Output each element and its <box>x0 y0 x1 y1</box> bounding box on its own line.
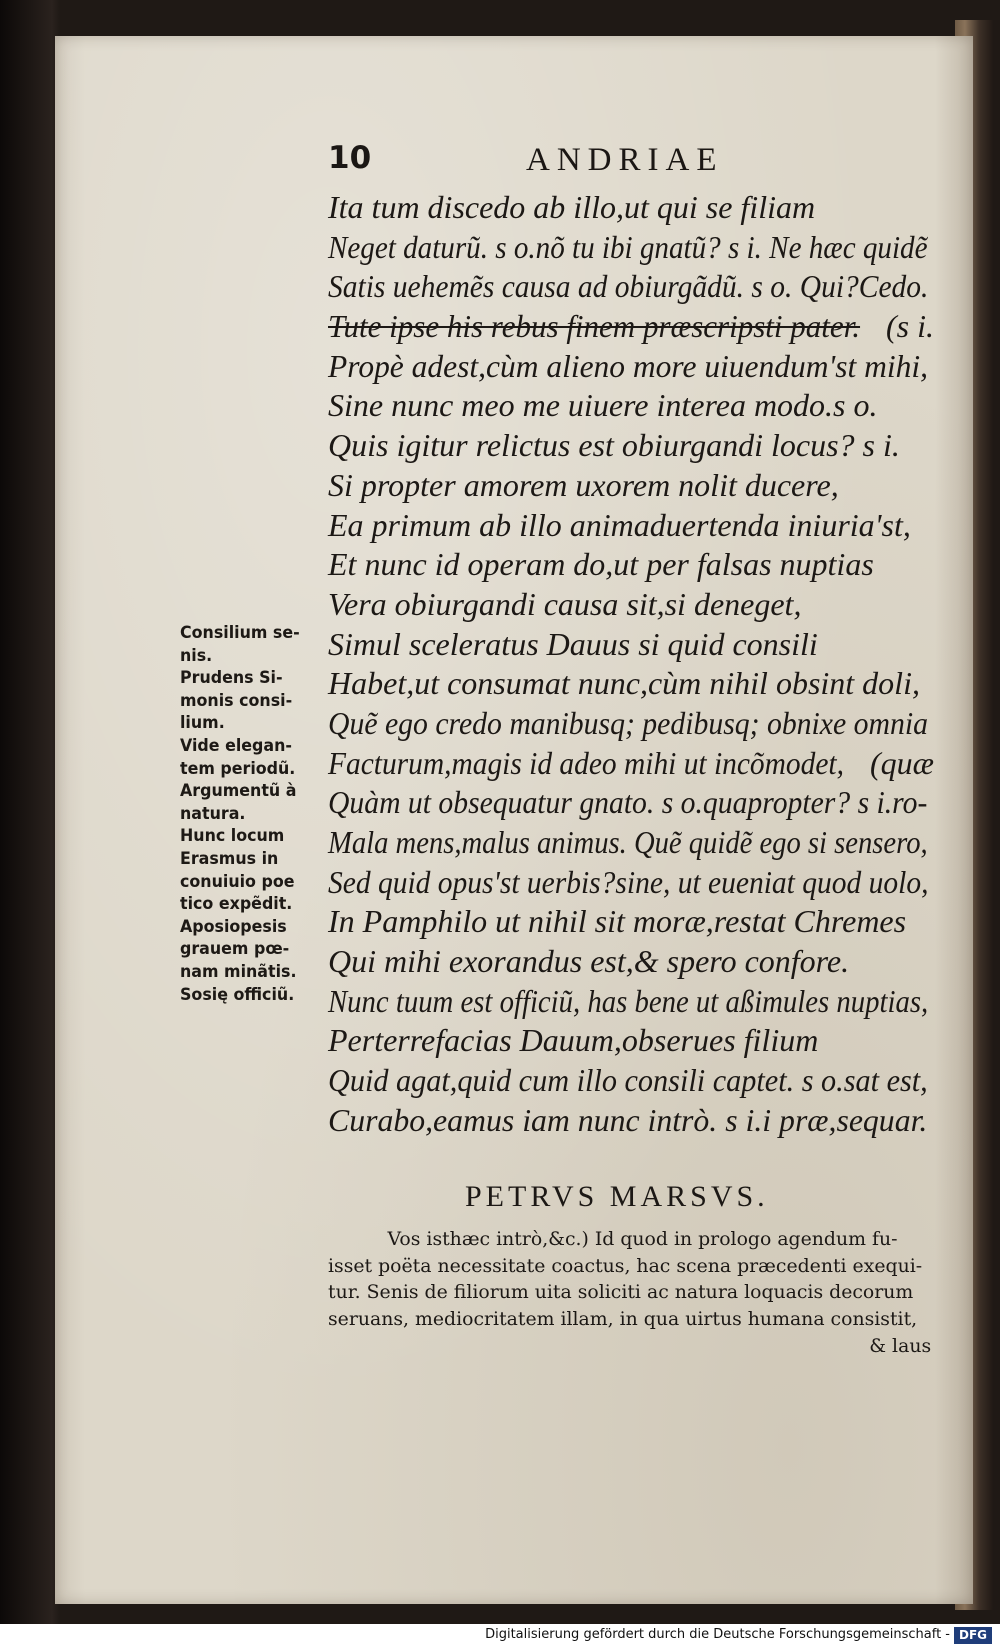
verse-text: Perterrefacias Dauum,obserues filium <box>328 1022 819 1059</box>
verse-text: Qui mihi exorandus est,& spero confore. <box>328 943 850 980</box>
commentary-line: seruans, mediocritatem illam, in qua uirtus humana consistit, <box>328 1308 918 1331</box>
footer-credit: Digitalisierung gefördert durch die Deutsche Forschungsgemeinschaft - <box>485 1627 950 1642</box>
verse-line <box>328 347 948 387</box>
verse-text: Ea primum ab illo animaduertenda iniuria'st, <box>328 506 911 543</box>
verse-line <box>328 188 948 228</box>
verse-line <box>328 942 948 982</box>
page-header <box>328 140 748 184</box>
commentary-block <box>328 1226 948 1360</box>
margin-note: monis consi- <box>180 690 293 711</box>
verse-block <box>328 188 948 1141</box>
margin-note: Erasmus in <box>180 848 279 869</box>
verse-text: Ita tum discedo ab illo,ut qui se filiam <box>328 189 816 225</box>
verse-text: Facturum,magis id adeo mihi ut incõmodet, <box>328 744 844 781</box>
margin-note: tico expẽdit. <box>180 894 293 915</box>
verse-text: Quid agat,quid cum illo consili captet. s o.sat est, <box>328 1062 928 1099</box>
verse-line <box>328 545 948 585</box>
digitization-footer <box>0 1624 1000 1648</box>
verse-line <box>328 783 948 823</box>
verse-line <box>328 1101 948 1141</box>
verse-text: Et nunc id operam do,ut per falsas nuptias <box>328 546 874 583</box>
commentary-line: tur. Senis de filiorum uita soliciti ac natura loquacis decorum <box>328 1281 914 1304</box>
margin-note: nam minãtis. <box>180 961 297 982</box>
margin-note: lium. <box>180 713 225 734</box>
verse-line <box>328 744 948 784</box>
verse-line <box>328 426 948 466</box>
margin-note: Sosię officiũ. <box>180 984 295 1005</box>
verse-text: Mala mens,malus animus. Quẽ quidẽ ego si sensero, <box>328 824 928 860</box>
verse-text: Quis igitur relictus est obiurgandi locus? s i. <box>328 427 900 464</box>
verse-line <box>328 863 948 903</box>
commentary-line: isset poëta necessitate coactus, hac scena præcedenti exequi- <box>328 1254 923 1277</box>
verse-line <box>328 386 948 426</box>
verse-text: Si propter amorem uxorem nolit ducere, <box>328 466 839 503</box>
margin-notes <box>180 622 330 1006</box>
page-number: 10 <box>328 140 372 176</box>
verse-line <box>328 625 948 665</box>
verse-continuation: (quæ <box>870 744 934 781</box>
verse-line <box>328 704 948 744</box>
margin-note: natura. <box>180 803 246 824</box>
verse-text: Curabo,eamus iam nunc intrò. s i.i præ,sequar. <box>328 1101 928 1138</box>
verse-line <box>328 664 948 704</box>
margin-note: Prudens Si- <box>180 668 283 689</box>
margin-note: grauem pœ- <box>180 939 290 960</box>
verse-line <box>328 228 948 268</box>
verse-continuation: (s i. <box>886 308 934 345</box>
verse-text: Nunc tuum est officiũ, has bene ut aßimules nuptias, <box>328 982 929 1019</box>
verse-line <box>328 466 948 506</box>
commentary-line: Vos isthæc intrò,&c.) Id quod in prologo agendum fu- <box>387 1228 898 1250</box>
verse-line <box>328 585 948 625</box>
verse-text: Habet,ut consumat nunc,cùm nihil obsint doli, <box>328 665 920 702</box>
margin-note: Consilium se- <box>180 623 300 643</box>
verse-text: In Pamphilo ut nihil sit moræ,restat Chremes <box>328 903 907 940</box>
verse-text: Sed quid opus'st uerbis?sine, ut eueniat quod uolo, <box>328 863 929 900</box>
margin-note: conuiuio poe <box>180 871 295 892</box>
verse-line <box>328 506 948 546</box>
margin-note: Hunc locum <box>180 826 285 847</box>
verse-line <box>328 1021 948 1061</box>
dfg-logo: DFG <box>954 1627 992 1644</box>
margin-note: Argumentũ à <box>180 781 297 802</box>
verse-text: Vera obiurgandi causa sit,si deneget, <box>328 585 802 622</box>
verse-text: Quàm ut obsequatur gnato. s o.quapropter? s i.ro- <box>328 784 928 821</box>
verse-text: Satis uehemẽs causa ad obiurgãdũ. s o. Qui?Cedo. <box>328 268 929 305</box>
margin-note: tem periodũ. <box>180 758 296 779</box>
margin-note: Aposiopesis <box>180 916 287 937</box>
verse-line <box>328 823 948 863</box>
margin-note: Vide elegan- <box>180 735 292 756</box>
verse-text: Simul sceleratus Dauus si quid consili <box>328 625 818 662</box>
running-title: ANDRIAE <box>526 142 724 178</box>
verse-line <box>328 267 948 307</box>
commentary-heading: PETRVS MARSVS. <box>465 1180 769 1213</box>
verse-line <box>328 307 948 347</box>
verse-text: Propè adest,cùm alieno more uiuendum'st mihi, <box>328 347 928 384</box>
verse-text: Sine nunc meo me uiuere interea modo.s o. <box>328 387 878 424</box>
verse-text: Tute ipse his rebus finem præscripsti pater. <box>328 308 861 345</box>
catchword: & laus <box>869 1334 932 1357</box>
verse-text: Neget daturũ. s o.nõ tu ibi gnatũ? s i. Ne hæc quidẽ <box>328 228 928 265</box>
verse-line <box>328 902 948 942</box>
verse-line <box>328 1061 948 1101</box>
verse-line <box>328 982 948 1022</box>
verse-text: Quẽ ego credo manibusq; pedibusq; obnixe omnia <box>328 704 928 741</box>
margin-note: nis. <box>180 645 213 666</box>
